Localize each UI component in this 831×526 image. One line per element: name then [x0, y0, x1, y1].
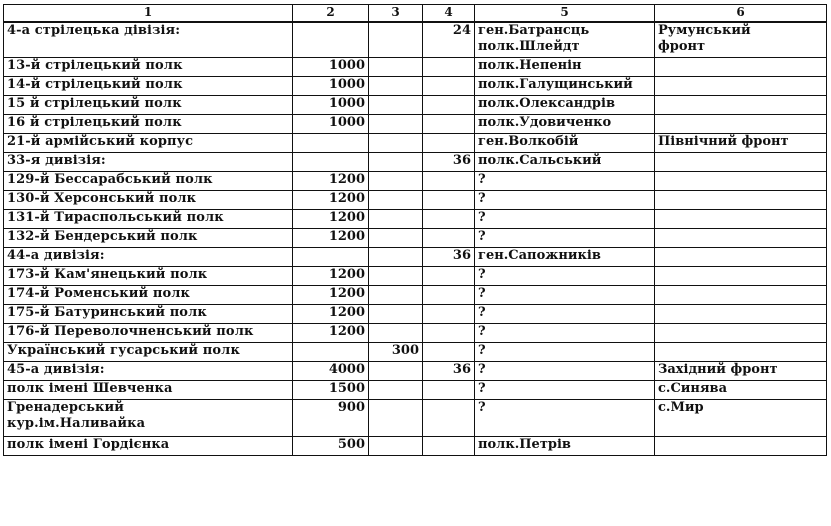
commander-cell	[475, 324, 655, 343]
cavalry-cell	[369, 191, 423, 210]
commander-cell	[475, 437, 655, 456]
cavalry-cell	[369, 77, 423, 96]
guns-cell	[423, 58, 475, 77]
table-row	[4, 324, 827, 343]
commander-cell	[475, 191, 655, 210]
commander-cell	[475, 210, 655, 229]
table-row	[4, 343, 827, 362]
commander-cell-line: полк.Удовиченко	[478, 115, 612, 130]
strength-cell: 1200	[293, 191, 369, 210]
commander-cell-line: ?	[478, 343, 486, 358]
unit-name-cell-line: Гренадерський	[7, 400, 125, 415]
strength-cell: 1000	[293, 115, 369, 134]
commander-cell-line: ?	[478, 324, 486, 339]
guns-cell	[423, 305, 475, 324]
unit-name-cell-line: 173-й Кам'янецький полк	[7, 267, 208, 282]
unit-name-cell	[4, 191, 293, 210]
column-header: 3	[369, 5, 423, 23]
front-location-cell	[655, 58, 827, 77]
cavalry-cell	[369, 210, 423, 229]
guns-cell	[423, 172, 475, 191]
table-row	[4, 115, 827, 134]
front-location-cell	[655, 324, 827, 343]
commander-cell-line: ген.Волкобій	[478, 134, 579, 149]
unit-name-cell	[4, 58, 293, 77]
table-row	[4, 248, 827, 267]
commander-cell-line: полк.Олександрів	[478, 96, 615, 111]
strength-cell: 1200	[293, 210, 369, 229]
commander-cell-line: полк.Непенін	[478, 58, 582, 73]
guns-cell	[423, 134, 475, 153]
strength-cell	[293, 134, 369, 153]
unit-name-cell	[4, 343, 293, 362]
front-location-cell	[655, 172, 827, 191]
strength-cell	[293, 248, 369, 267]
commander-cell-line: ?	[478, 381, 486, 396]
column-header: 6	[655, 5, 827, 23]
commander-cell	[475, 172, 655, 191]
commander-cell	[475, 248, 655, 267]
cavalry-cell	[369, 134, 423, 153]
unit-name-cell	[4, 400, 293, 437]
commander-cell	[475, 115, 655, 134]
unit-name-cell-line: 131-й Тираспольський полк	[7, 210, 224, 225]
unit-name-cell-line: 130-й Херсонський полк	[7, 191, 197, 206]
column-header: 5	[475, 5, 655, 23]
cavalry-cell	[369, 153, 423, 172]
strength-cell: 900	[293, 400, 369, 437]
commander-cell	[475, 362, 655, 381]
commander-cell-line: ?	[478, 286, 486, 301]
table-row	[4, 229, 827, 248]
unit-name-cell-line: 15 й стрілецький полк	[7, 96, 182, 111]
unit-name-cell-line: 175-й Батуринський полк	[7, 305, 207, 320]
cavalry-cell	[369, 437, 423, 456]
unit-name-cell	[4, 153, 293, 172]
front-location-cell	[655, 96, 827, 115]
strength-cell: 1200	[293, 267, 369, 286]
guns-cell	[423, 381, 475, 400]
commander-cell	[475, 96, 655, 115]
cavalry-cell	[369, 324, 423, 343]
strength-cell: 1000	[293, 96, 369, 115]
front-location-cell	[655, 77, 827, 96]
front-location-cell	[655, 229, 827, 248]
commander-cell	[475, 134, 655, 153]
guns-cell	[423, 229, 475, 248]
front-location-cell	[655, 286, 827, 305]
commander-cell	[475, 58, 655, 77]
commander-cell-line: ?	[478, 172, 486, 187]
front-location-cell	[655, 267, 827, 286]
unit-name-cell	[4, 210, 293, 229]
strength-cell: 1000	[293, 58, 369, 77]
strength-cell	[293, 343, 369, 362]
table-row	[4, 172, 827, 191]
unit-name-cell-line: Український гусарський полк	[7, 343, 240, 358]
table-row	[4, 210, 827, 229]
table-row	[4, 134, 827, 153]
commander-cell-line: ?	[478, 267, 486, 282]
guns-cell: 36	[423, 153, 475, 172]
unit-name-cell	[4, 22, 293, 58]
commander-cell	[475, 381, 655, 400]
table-row	[4, 400, 827, 437]
strength-cell: 1200	[293, 324, 369, 343]
commander-cell-line: полк.Петрів	[478, 437, 571, 452]
unit-name-cell-line: 132-й Бендерський полк	[7, 229, 198, 244]
cavalry-cell	[369, 22, 423, 58]
front-location-cell-line: фронт	[658, 39, 706, 54]
front-location-cell	[655, 153, 827, 172]
unit-name-cell-line: 176-й Переволочненський полк	[7, 324, 254, 339]
cavalry-cell	[369, 58, 423, 77]
unit-name-cell	[4, 172, 293, 191]
cavalry-cell	[369, 286, 423, 305]
strength-cell	[293, 153, 369, 172]
unit-name-cell-line: 4-а стрілецька дівізія:	[7, 23, 181, 38]
unit-name-cell-line: 16 й стрілецький полк	[7, 115, 182, 130]
strength-cell: 1200	[293, 305, 369, 324]
guns-cell	[423, 96, 475, 115]
unit-name-cell-line: кур.ім.Наливайка	[7, 416, 146, 431]
front-location-cell	[655, 437, 827, 456]
cavalry-cell	[369, 229, 423, 248]
unit-name-cell	[4, 286, 293, 305]
front-location-cell-line: Північний фронт	[658, 134, 789, 149]
front-location-cell	[655, 134, 827, 153]
commander-cell-line: ?	[478, 362, 486, 377]
table-row	[4, 191, 827, 210]
guns-cell	[423, 210, 475, 229]
unit-name-cell-line: 174-й Роменський полк	[7, 286, 191, 301]
guns-cell	[423, 343, 475, 362]
commander-cell-line: ген.Сапожників	[478, 248, 601, 263]
unit-name-cell-line: 13-й стрілецький полк	[7, 58, 183, 73]
strength-cell: 1200	[293, 229, 369, 248]
commander-cell-line: ген.Батрансць	[478, 23, 590, 38]
commander-cell	[475, 286, 655, 305]
guns-cell	[423, 400, 475, 437]
column-header: 4	[423, 5, 475, 23]
cavalry-cell	[369, 381, 423, 400]
unit-name-cell-line: 21-й армійський корпус	[7, 134, 194, 149]
unit-name-cell	[4, 267, 293, 286]
cavalry-cell	[369, 115, 423, 134]
commander-cell	[475, 22, 655, 58]
cavalry-cell: 300	[369, 343, 423, 362]
guns-cell	[423, 324, 475, 343]
commander-cell	[475, 229, 655, 248]
front-location-cell	[655, 381, 827, 400]
unit-name-cell	[4, 324, 293, 343]
guns-cell: 36	[423, 248, 475, 267]
guns-cell	[423, 191, 475, 210]
front-location-cell-line: с.Синява	[658, 381, 728, 396]
front-location-cell	[655, 305, 827, 324]
table-row	[4, 362, 827, 381]
cavalry-cell	[369, 96, 423, 115]
commander-cell-line: ?	[478, 191, 486, 206]
front-location-cell-line: Західний фронт	[658, 362, 778, 377]
commander-cell-line: ?	[478, 305, 486, 320]
commander-cell-line: полк.Сальський	[478, 153, 602, 168]
front-location-cell	[655, 115, 827, 134]
table-row	[4, 286, 827, 305]
unit-name-cell	[4, 229, 293, 248]
commander-cell	[475, 267, 655, 286]
cavalry-cell	[369, 172, 423, 191]
strength-cell: 1000	[293, 77, 369, 96]
cavalry-cell	[369, 248, 423, 267]
guns-cell: 24	[423, 22, 475, 58]
table-row	[4, 267, 827, 286]
unit-name-cell-line: 45-а дивізія:	[7, 362, 105, 377]
column-header: 2	[293, 5, 369, 23]
guns-cell	[423, 77, 475, 96]
unit-name-cell	[4, 77, 293, 96]
table-row	[4, 305, 827, 324]
commander-cell	[475, 305, 655, 324]
commander-cell	[475, 77, 655, 96]
front-location-cell	[655, 400, 827, 437]
commander-cell-line: полк.Шлейдт	[478, 39, 580, 54]
strength-cell: 500	[293, 437, 369, 456]
commander-cell	[475, 400, 655, 437]
table-row	[4, 96, 827, 115]
commander-cell-line: полк.Галущинський	[478, 77, 633, 92]
guns-cell	[423, 437, 475, 456]
unit-name-cell	[4, 134, 293, 153]
cavalry-cell	[369, 305, 423, 324]
strength-cell: 4000	[293, 362, 369, 381]
front-location-cell	[655, 210, 827, 229]
table-header-row	[4, 5, 827, 23]
unit-name-cell-line: 14-й стрілецький полк	[7, 77, 183, 92]
unit-name-cell	[4, 362, 293, 381]
front-location-cell	[655, 362, 827, 381]
table-body	[4, 22, 827, 456]
unit-name-cell-line: 129-й Бессарабський полк	[7, 172, 213, 187]
unit-name-cell	[4, 305, 293, 324]
cavalry-cell	[369, 362, 423, 381]
front-location-cell	[655, 191, 827, 210]
unit-name-cell-line: 44-а дивізія:	[7, 248, 105, 263]
strength-cell: 1200	[293, 286, 369, 305]
guns-cell	[423, 115, 475, 134]
commander-cell-line: ?	[478, 400, 486, 415]
unit-name-cell	[4, 115, 293, 134]
table-row	[4, 381, 827, 400]
table-row	[4, 22, 827, 58]
front-location-cell	[655, 248, 827, 267]
unit-name-cell	[4, 437, 293, 456]
military-units-table	[3, 4, 827, 456]
front-location-cell	[655, 343, 827, 362]
guns-cell: 36	[423, 362, 475, 381]
strength-cell	[293, 22, 369, 58]
unit-name-cell	[4, 248, 293, 267]
unit-name-cell	[4, 96, 293, 115]
column-header: 1	[4, 5, 293, 23]
table-row	[4, 58, 827, 77]
cavalry-cell	[369, 267, 423, 286]
strength-cell: 1200	[293, 172, 369, 191]
commander-cell-line: ?	[478, 229, 486, 244]
guns-cell	[423, 267, 475, 286]
commander-cell-line: ?	[478, 210, 486, 225]
front-location-cell-line: с.Мир	[658, 400, 704, 415]
unit-name-cell	[4, 381, 293, 400]
guns-cell	[423, 286, 475, 305]
unit-name-cell-line: полк імені Шевченка	[7, 381, 173, 396]
table-row	[4, 77, 827, 96]
unit-name-cell-line: полк імені Гордієнка	[7, 437, 170, 452]
strength-cell: 1500	[293, 381, 369, 400]
commander-cell	[475, 153, 655, 172]
commander-cell	[475, 343, 655, 362]
front-location-cell-line: Румунський	[658, 23, 751, 38]
front-location-cell	[655, 22, 827, 58]
cavalry-cell	[369, 400, 423, 437]
table-row	[4, 153, 827, 172]
table-row	[4, 437, 827, 456]
unit-name-cell-line: 33-я дивізія:	[7, 153, 106, 168]
